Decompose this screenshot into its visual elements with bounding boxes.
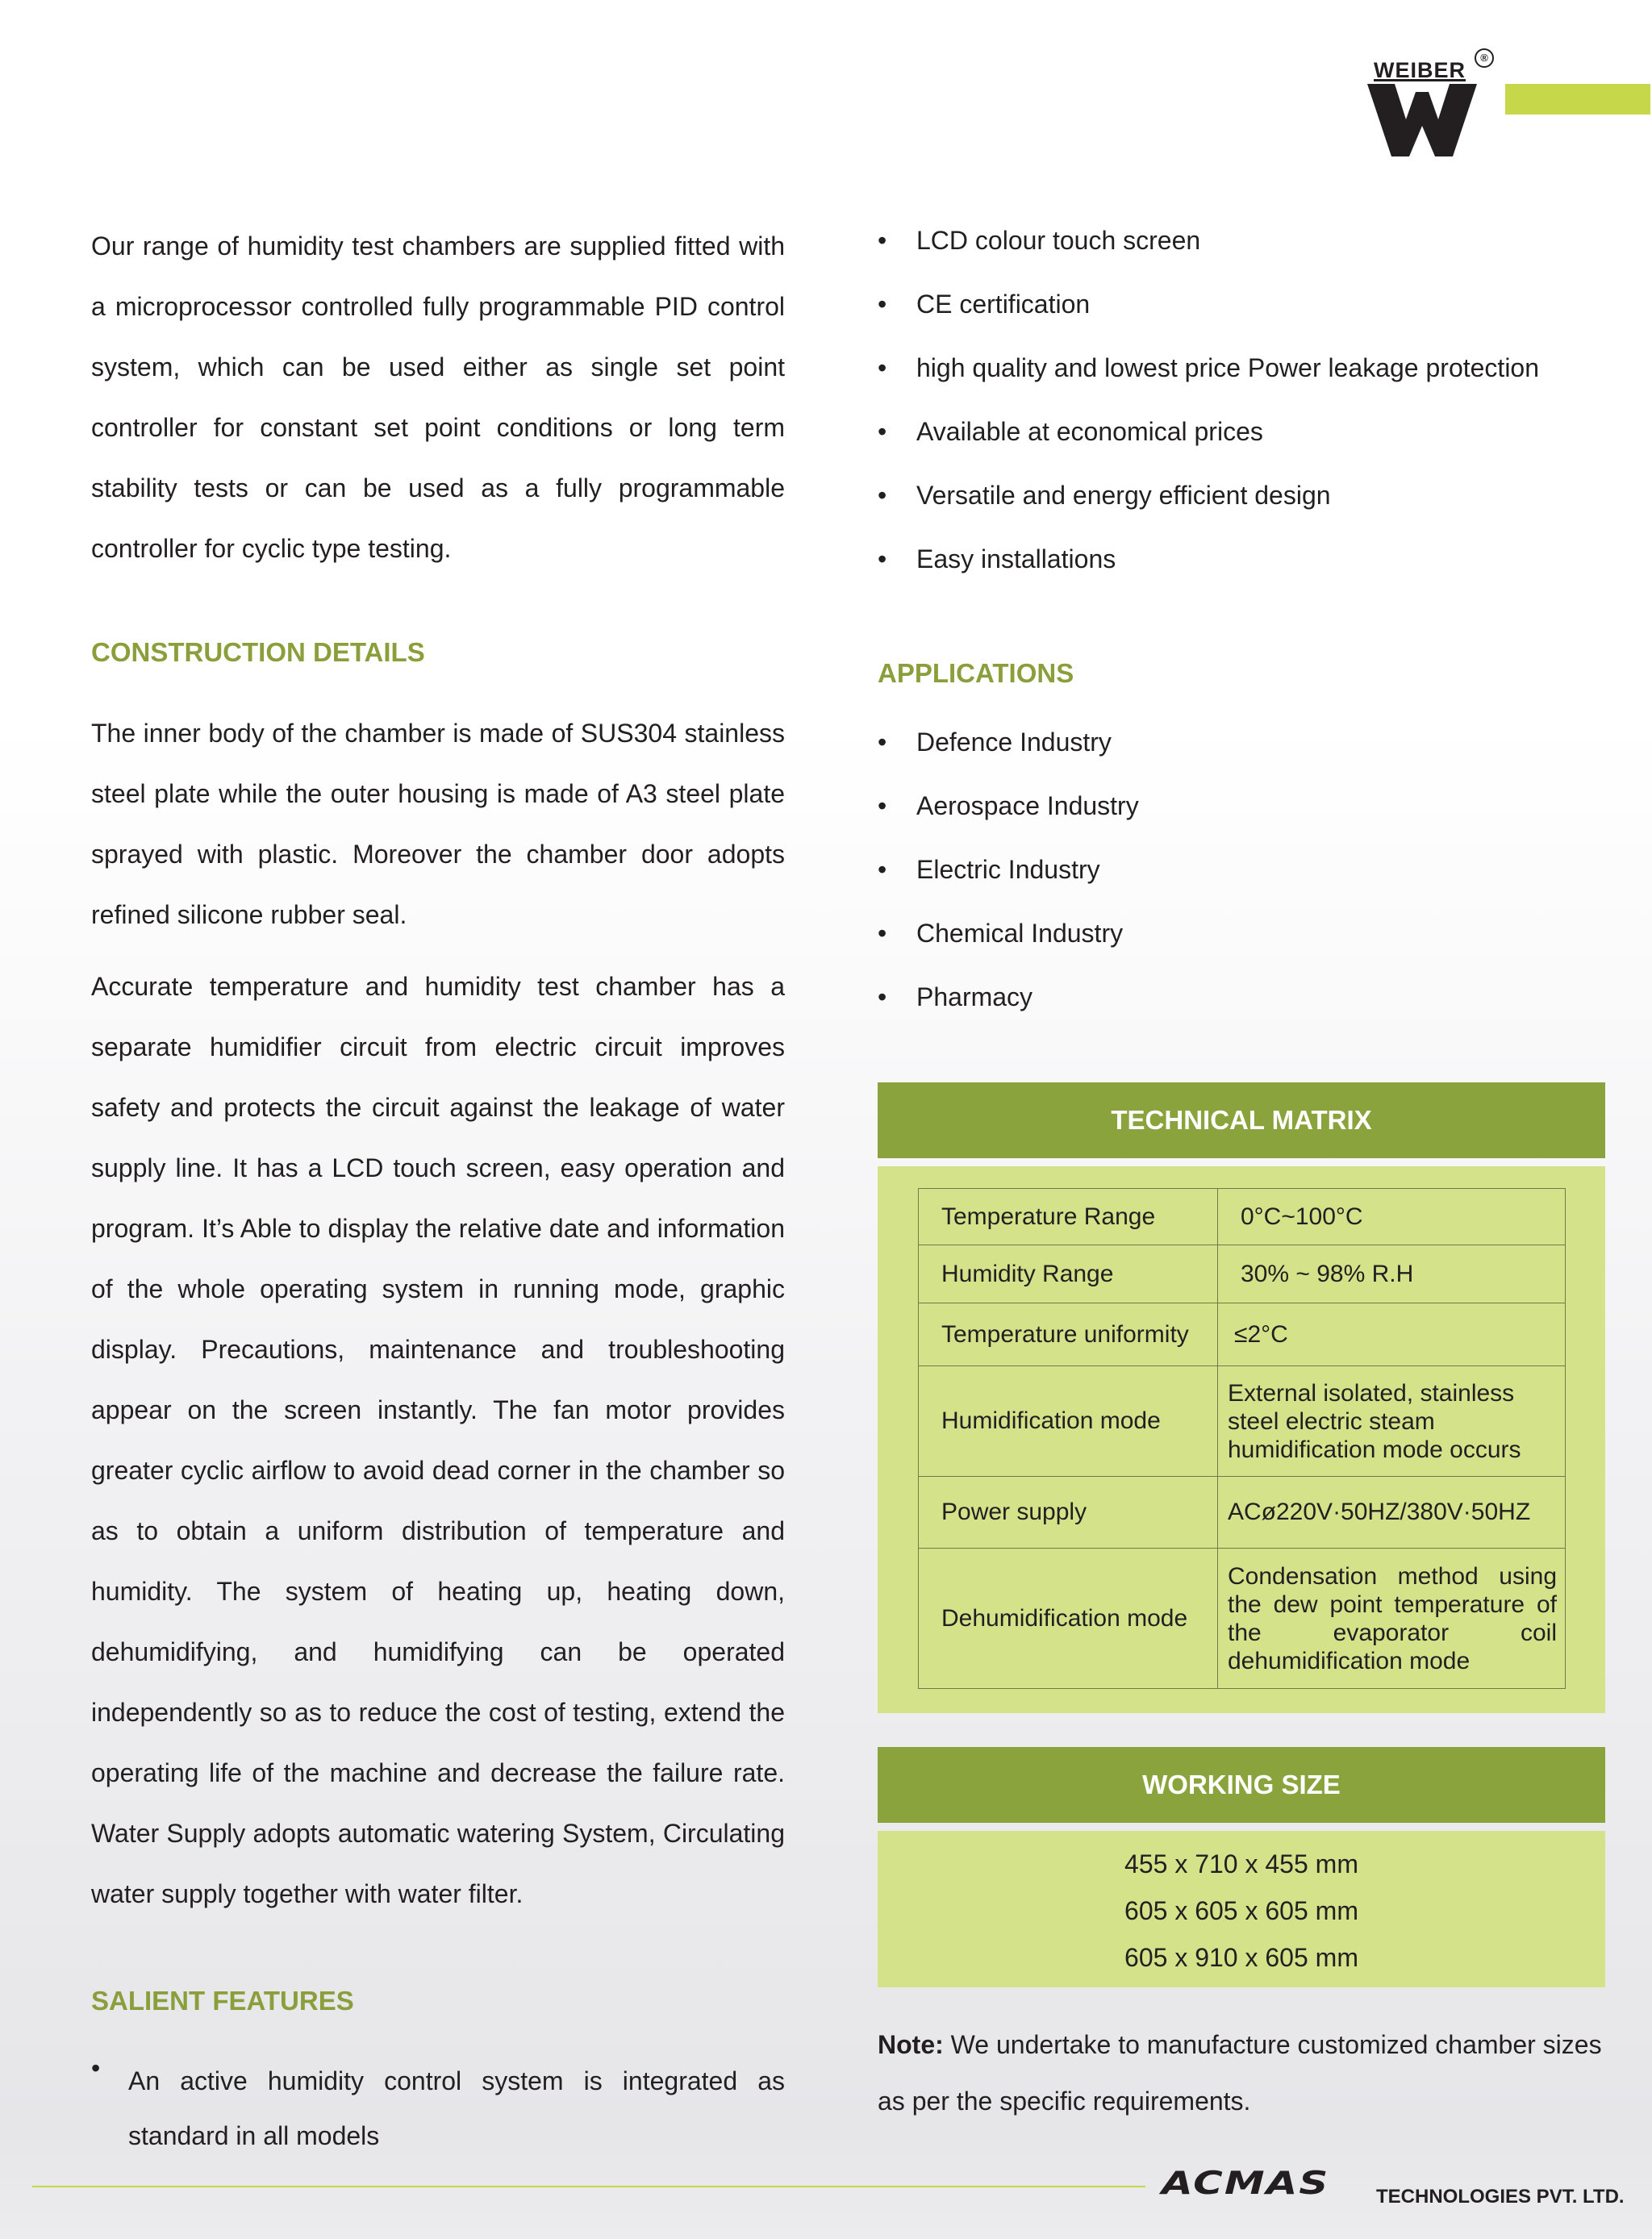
matrix-key: Temperature uniformity <box>919 1303 1218 1366</box>
technical-matrix-table <box>918 1188 1566 1689</box>
header-accent-bar <box>1505 84 1650 115</box>
acmas-logo: ACMAS <box>1162 2165 1330 2202</box>
list-item <box>878 919 1604 982</box>
table-row <box>919 1245 1566 1303</box>
applications-heading: APPLICATIONS <box>878 658 1074 688</box>
construction-paragraph-1: The inner body of the chamber is made of SUS304 stainless steel plate while the outer housing is made of A3 steel plate sprayed with plastic. Moreover the chamber door adopts refined silicone rubber seal. <box>91 719 785 929</box>
list-item <box>878 417 1604 481</box>
technical-matrix-panel <box>878 1166 1605 1713</box>
matrix-key: Humidity Range <box>919 1245 1218 1303</box>
working-size-item: 455 x 710 x 455 mm <box>1124 1849 1358 1878</box>
table-row <box>919 1477 1566 1549</box>
bullet-icon: • <box>878 855 887 884</box>
bullet-icon: • <box>91 2053 101 2083</box>
bullet-icon: • <box>878 544 887 573</box>
list-item <box>878 728 1604 791</box>
matrix-value: 0°C~100°C <box>1218 1189 1566 1245</box>
weiber-logo-text: WEIBER <box>1374 58 1466 82</box>
bullet-icon: • <box>878 226 887 255</box>
application-text: Defence Industry <box>916 728 1112 757</box>
salient-features-list <box>91 2053 785 2163</box>
bullet-icon: • <box>878 353 887 382</box>
company-suffix: TECHNOLOGIES PVT. LTD. <box>1376 2186 1625 2208</box>
list-item <box>878 855 1604 919</box>
list-item <box>878 481 1604 544</box>
footer-divider <box>32 2186 1145 2187</box>
bullet-icon: • <box>878 919 887 948</box>
list-item <box>878 791 1604 855</box>
bullet-icon: • <box>878 481 887 510</box>
feature-text: LCD colour touch screen <box>916 226 1201 255</box>
weiber-logo-icon <box>1367 84 1477 156</box>
matrix-value: 30% ~ 98% R.H <box>1218 1245 1566 1303</box>
registered-mark: ® <box>1475 48 1494 68</box>
matrix-key: Power supply <box>919 1477 1218 1549</box>
technical-matrix-header: TECHNICAL MATRIX <box>878 1082 1605 1158</box>
table-row <box>919 1189 1566 1245</box>
working-size-item: 605 x 605 x 605 mm <box>1124 1896 1358 1925</box>
bullet-icon: • <box>878 728 887 757</box>
application-text: Chemical Industry <box>916 919 1124 948</box>
note-label: Note: <box>878 2030 944 2059</box>
feature-text: Available at economical prices <box>916 417 1263 446</box>
salient-feature-text: An active humidity control system is integrated as standard in all models <box>128 2066 785 2150</box>
matrix-value: Condensation method using the dew point temperature of the evaporator coil dehumidification mode <box>1218 1549 1566 1689</box>
construction-details-heading: CONSTRUCTION DETAILS <box>91 637 425 667</box>
working-size-panel <box>878 1831 1605 1987</box>
feature-text: high quality and lowest price Power leakage protection <box>916 353 1540 382</box>
application-text: Electric Industry <box>916 855 1100 884</box>
matrix-key: Temperature Range <box>919 1189 1218 1245</box>
construction-paragraph-2: Accurate temperature and humidity test chamber has a separate humidifier circuit from electric circuit improves safety and protects the circuit against the leakage of water supply line. It has a LCD touch screen, easy operation and program. It’s Able to display the relative date and information of the whole operating system in running mode, graphic display. Precautions, maintenance and troubleshooting appear on the screen instantly. The fan motor provides greater cyclic airflow to avoid dead corner in the chamber so as to obtain a uniform distribution of temperature and humidity. The system of heating up, heating down, dehumidifying, and humidifying can be operated independently so as to reduce the cost of testing, extend the operating life of the machine and decrease the failure rate. Water Supply adopts automatic watering System, Circulating water supply together with water filter. <box>91 972 785 1908</box>
matrix-key: Dehumidification mode <box>919 1549 1218 1689</box>
working-size-header: WORKING SIZE <box>878 1747 1605 1823</box>
matrix-value: ≤2°C <box>1218 1303 1566 1366</box>
applications-list <box>878 728 1604 1046</box>
application-text: Pharmacy <box>916 982 1033 1011</box>
note-text: We undertake to manufacture customized chamber sizes as per the specific requirements. <box>878 2030 1602 2116</box>
feature-text: Versatile and energy efficient design <box>916 481 1331 510</box>
salient-features-heading: SALIENT FEATURES <box>91 1986 354 2016</box>
matrix-key: Humidification mode <box>919 1366 1218 1477</box>
list-item <box>878 544 1604 608</box>
bullet-icon: • <box>878 417 887 446</box>
table-row <box>919 1549 1566 1689</box>
note <box>878 2016 1604 2129</box>
list-item <box>878 226 1604 290</box>
list-item <box>878 982 1604 1046</box>
list-item <box>878 290 1604 353</box>
feature-text: Easy installations <box>916 544 1116 573</box>
matrix-value: ACø220V·50HZ/380V·50HZ <box>1218 1477 1566 1549</box>
matrix-value: External isolated, stainless steel electric steam humidification mode occurs <box>1218 1366 1566 1477</box>
table-row <box>919 1366 1566 1477</box>
application-text: Aerospace Industry <box>916 791 1139 820</box>
working-size-list <box>878 1841 1605 1981</box>
bullet-icon: • <box>878 982 887 1011</box>
working-size-item: 605 x 910 x 605 mm <box>1124 1943 1358 1972</box>
bullet-icon: • <box>878 791 887 820</box>
list-item <box>878 353 1604 417</box>
features-list <box>878 226 1604 608</box>
bullet-icon: • <box>878 290 887 319</box>
intro-paragraph: Our range of humidity test chambers are supplied fitted with a microprocessor controlled fully programmable PID control system, which can be used either as single set point controller for constant set point conditions or long term stability tests or can be used as a fully programmable controller for cyclic type testing. <box>91 231 785 563</box>
feature-text: CE certification <box>916 290 1091 319</box>
list-item <box>91 2053 785 2163</box>
table-row <box>919 1303 1566 1366</box>
